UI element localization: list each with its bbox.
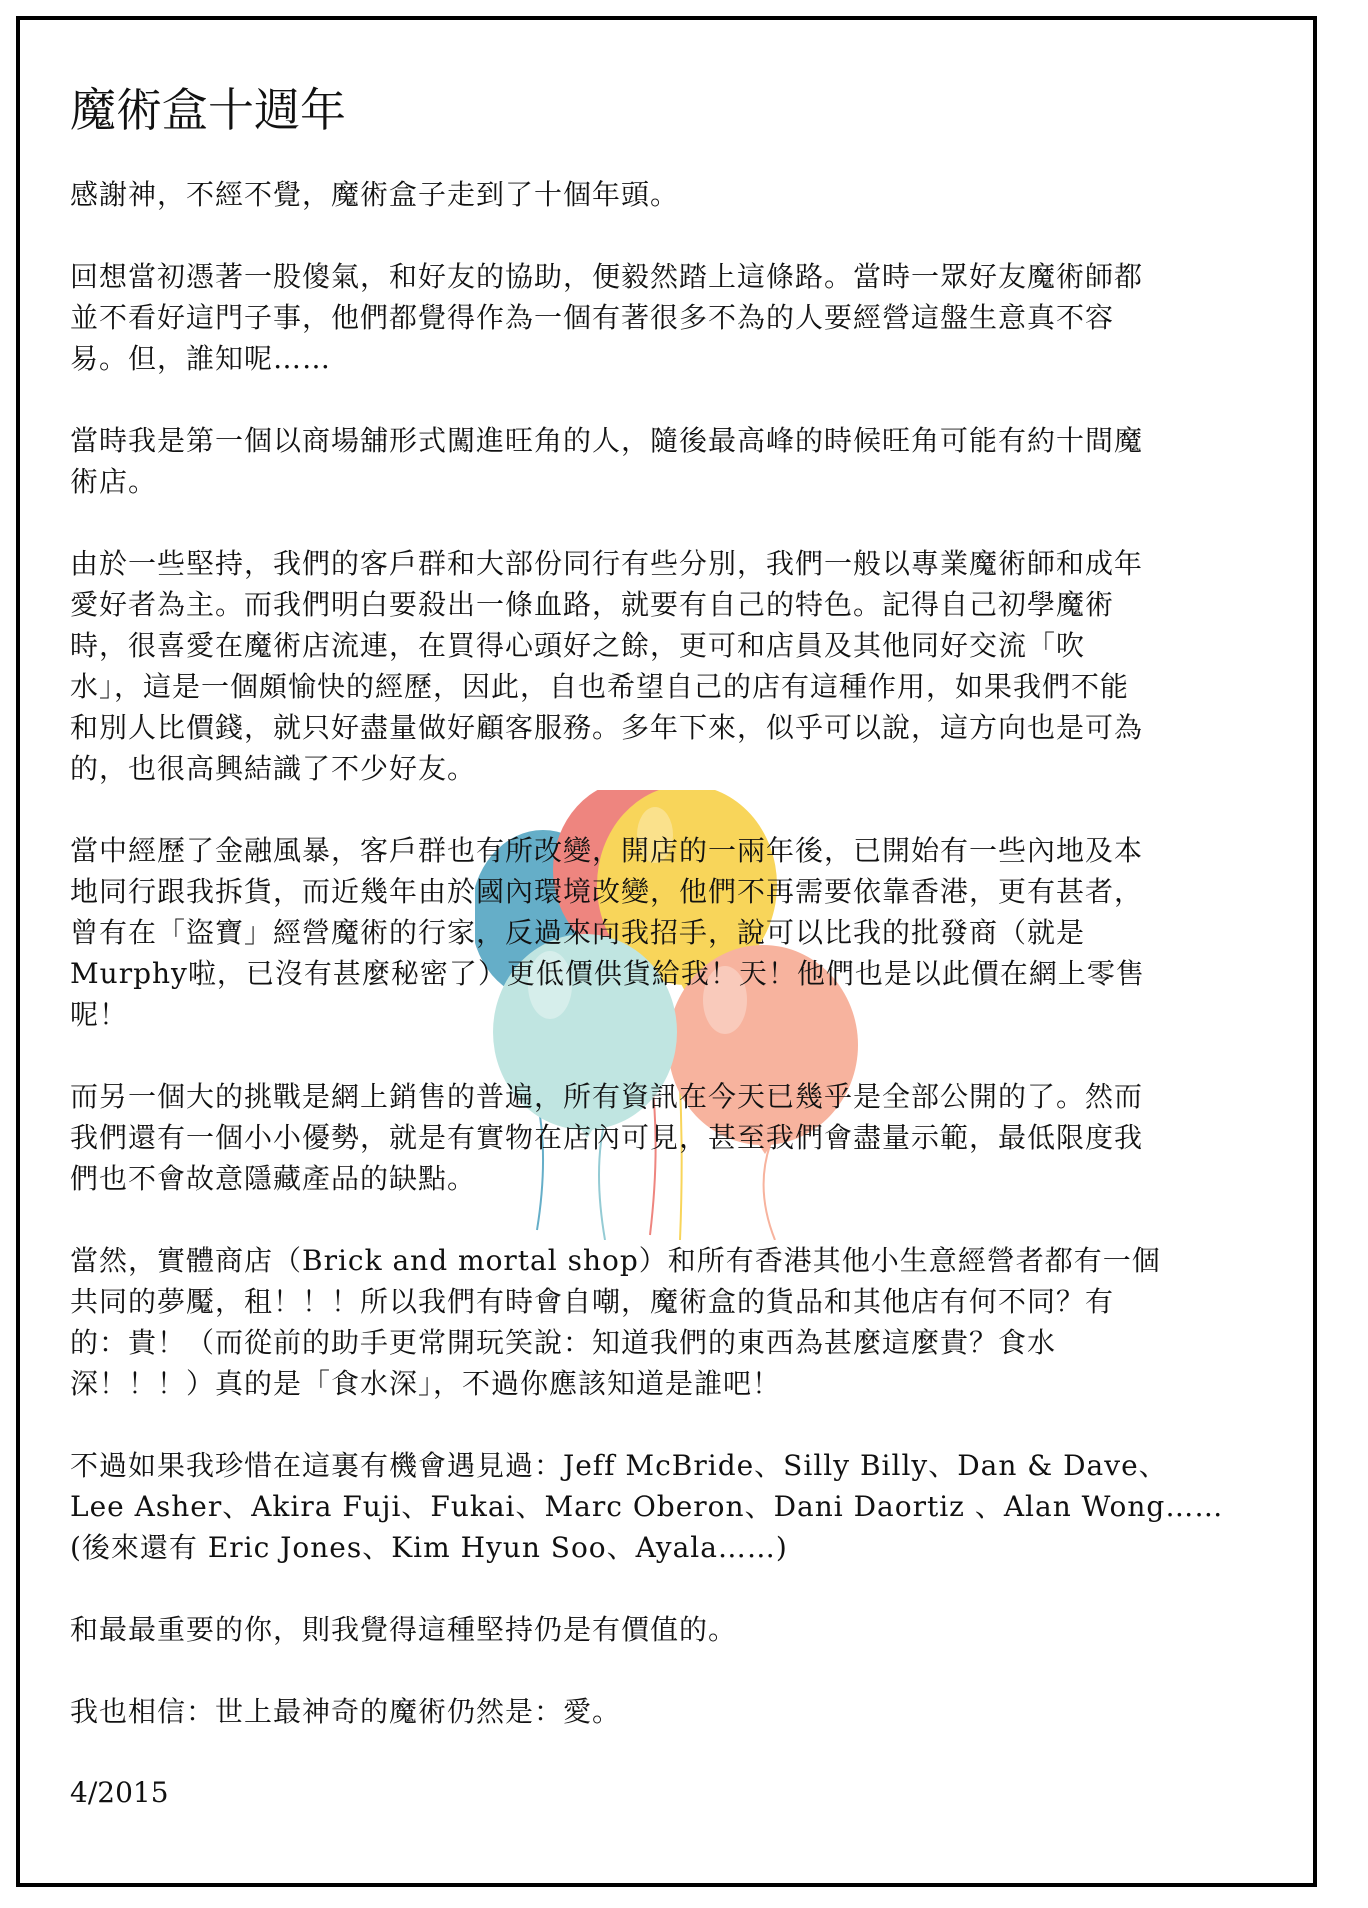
paragraph-thanks: 感謝神，不經不覺，魔術盒子走到了十個年頭。 [70, 178, 680, 211]
paragraph-financial-storm: 當中經歷了金融風暴，客戶群也有所改變，開店的一兩年後，已開始有一些內地及本 地同行跟我拆貨，而近幾年由於國內環境改變，他們不再需要依靠香港，更有甚者， 曾有在「盜寶」經營魔術的行家，反過來向我招手，說可以比我的批發商（就是 Murphy啦，已沒有甚麼秘密了）更低價供貨給我！天！他們也是以此價在網上零售 呢！ [70, 834, 1145, 1031]
letter-content [70, 80, 1300, 1813]
paragraph-love: 我也相信：世上最神奇的魔術仍然是：愛。 [70, 1695, 622, 1728]
page-title: 魔術盒十週年 [70, 83, 346, 137]
page-frame [16, 16, 1317, 1887]
paragraph-magicians: 不過如果我珍惜在這裏有機會遇見過：Jeff McBride、Silly Billy、Dan & Dave、 Lee Asher、Akira Fuji、Fukai、Marc Oberon、Dani Daortiz 、Alan Wong…… (後來還有 Eric Jones、Kim Hyun Soo、Ayala……) [70, 1449, 1224, 1564]
paragraph-mongkok: 當時我是第一個以商場舖形式闖進旺角的人，隨後最高峰的時候旺角可能有約十間魔 術店。 [70, 424, 1144, 498]
paragraph-beginning: 回想當初憑著一股傻氣，和好友的協助，便毅然踏上這條路。當時一眾好友魔術師都 並不看好這門子事，他們都覺得作為一個有著很多不為的人要經營這盤生意真不容 易。但，誰知呢…… [70, 260, 1144, 375]
letter-date: 4/2015 [70, 1776, 169, 1809]
paragraph-customers: 由於一些堅持，我們的客戶群和大部份同行有些分別，我們一般以專業魔術師和成年 愛好者為主。而我們明白要殺出一條血路，就要有自己的特色。記得自己初學魔術 時，很喜愛在魔術店流連，在買得心頭好之餘，更可和店員及其他同好交流「吹 水」，這是一個頗愉快的經歷，因此，自也希望自己的店有這種作用，如果我們不能 和別人比價錢，就只好盡量做好顧客服務。多年下來，似乎可以說，這方向也是可為 的，也很高興結識了不少好友。 [70, 547, 1144, 785]
paragraph-rent: 當然，實體商店（Brick and mortal shop）和所有香港其他小生意經營者都有一個 共同的夢魘，租！！！所以我們有時會自嘲，魔術盒的貨品和其他店有何不同？有 的：貴！（而從前的助手更常開玩笑說：知道我們的東西為甚麼這麼貴？食水 深！！！）真的是「食水深」，不過你應該知道是誰吧！ [70, 1244, 1161, 1400]
paragraph-online-sales: 而另一個大的挑戰是網上銷售的普遍，所有資訊在今天已幾乎是全部公開的了。然而 我們還有一個小小優勢，就是有實物在店內可見，甚至我們會盡量示範，最低限度我 們也不會故意隱藏產品的缺點。 [70, 1080, 1144, 1195]
paragraph-value: 和最最重要的你，則我覺得這種堅持仍是有價值的。 [70, 1613, 738, 1646]
